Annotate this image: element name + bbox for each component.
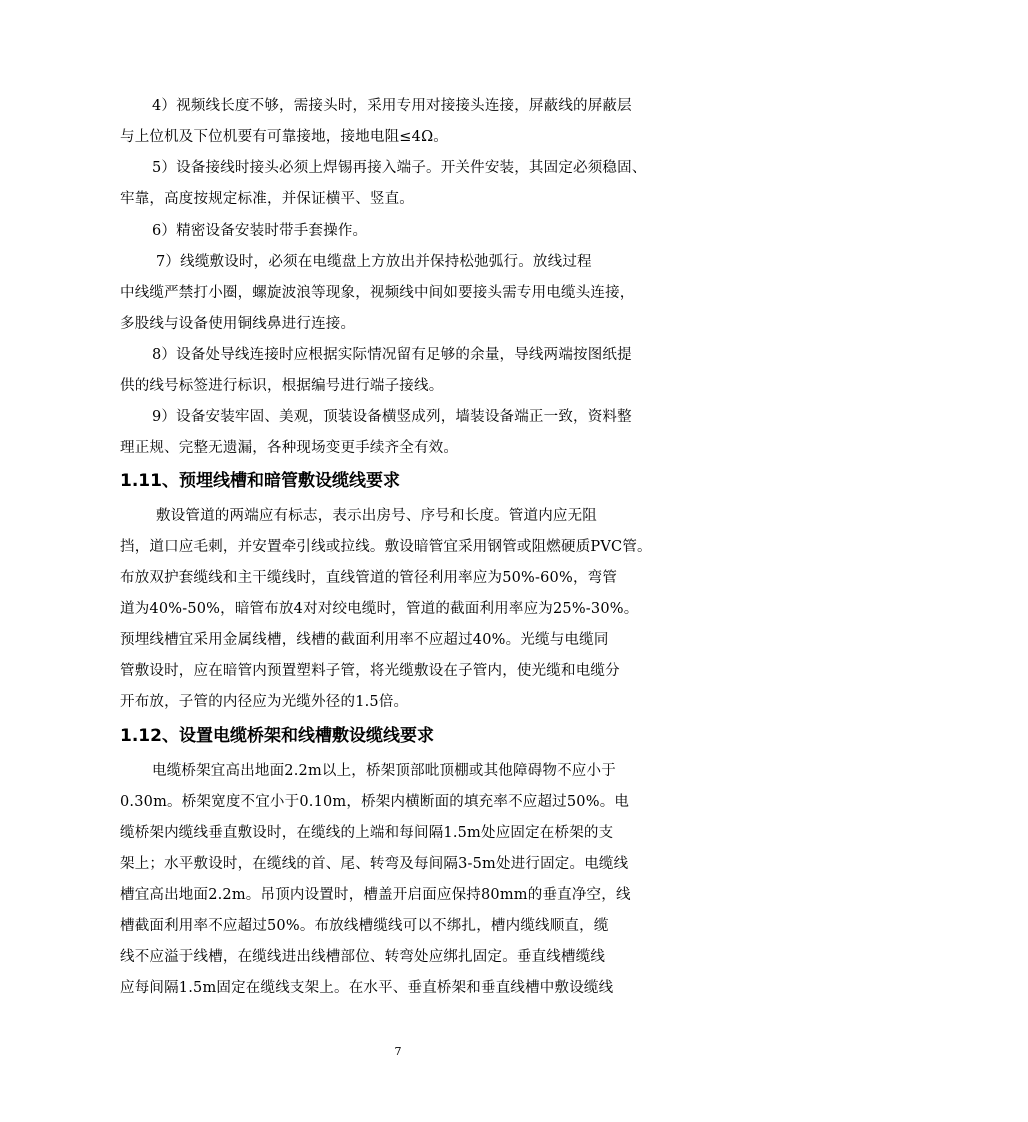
section-1-12-line-5: 槽宜高出地面2.2m。吊顶内设置时，槽盖开启面应保持80mm的垂直净空，线 bbox=[120, 887, 631, 903]
paragraph-7-line-2: 中线缆严禁打小圈，螺旋波浪等现象，视频线中间如要接头需专用电缆头连接， bbox=[120, 285, 635, 301]
section-1-11-heading: 1.11、预埋线槽和暗管敷设缆线要求 bbox=[120, 471, 400, 491]
section-1-12-line-8: 应每间隔1.5m固定在缆线支架上。在水平、垂直桥架和垂直线槽中敷设缆线 bbox=[120, 980, 614, 996]
paragraph-5-line-1: 5）设备接线时接头必须上焊锡再接入端子。开关件安装，其固定必须稳固、 bbox=[152, 160, 647, 176]
section-1-12-line-1: 电缆桥架宜高出地面2.2m以上，桥架顶部吡顶棚或其他障碍物不应小于 bbox=[152, 763, 616, 779]
section-1-11-line-3: 布放双护套缆线和主干缆线时，直线管道的管径利用率应为50%-60%，弯管 bbox=[120, 570, 618, 586]
section-1-11-line-2: 挡，道口应毛刺，并安置牵引线或拉线。敷设暗管宜采用钢管或阻燃硬质PVC管。 bbox=[120, 539, 652, 555]
paragraph-4-line-2: 与上位机及下位机要有可靠接地，接地电阻≤4Ω。 bbox=[120, 129, 448, 145]
section-1-12-line-4: 架上；水平敷设时，在缆线的首、尾、转弯及每间隔3-5m处进行固定。电缆线 bbox=[120, 856, 629, 872]
section-1-12-line-2: 0.30m。桥架宽度不宜小于0.10m，桥架内横断面的填充率不应超过50%。电 bbox=[120, 794, 630, 810]
page-number: 7 bbox=[394, 1045, 402, 1058]
paragraph-4-line-1: 4）视频线长度不够，需接头时，采用专用对接接头连接，屏蔽线的屏蔽层 bbox=[152, 98, 632, 114]
section-1-11-line-1: 敷设管道的两端应有标志，表示出房号、序号和长度。管道内应无阻 bbox=[156, 508, 597, 524]
paragraph-9-line-2: 理正规、完整无遗漏，各种现场变更手续齐全有效。 bbox=[120, 440, 459, 456]
paragraph-5-line-2: 牢靠，高度按规定标准，并保证横平、竖直。 bbox=[120, 191, 414, 207]
section-1-11-line-5: 预埋线槽宜采用金属线槽，线槽的截面利用率不应超过40%。光缆与电缆同 bbox=[120, 632, 609, 648]
section-1-12-line-7: 线不应溢于线槽，在缆线进出线槽部位、转弯处应绑扎固定。垂直线槽缆线 bbox=[120, 949, 606, 965]
section-1-11-line-6: 管敷设时，应在暗管内预置塑料子管，将光缆敷设在子管内，使光缆和电缆分 bbox=[120, 663, 620, 679]
paragraph-8-line-2: 供的线号标签进行标识，根据编号进行端子接线。 bbox=[120, 378, 444, 394]
section-1-12-line-6: 槽截面利用率不应超过50%。布放线槽缆线可以不绑扎，槽内缆线顺直，缆 bbox=[120, 918, 609, 934]
section-1-12-heading: 1.12、设置电缆桥架和线槽敷设缆线要求 bbox=[120, 726, 434, 746]
paragraph-8-line-1: 8）设备处导线连接时应根据实际情况留有足够的余量，导线两端按图纸提 bbox=[152, 347, 632, 363]
paragraph-6-line-1: 6）精密设备安装时带手套操作。 bbox=[152, 223, 368, 239]
paragraph-7-line-1: 7）线缆敷设时，必须在电缆盘上方放出并保持松弛弧行。放线过程 bbox=[156, 254, 592, 270]
section-1-11-line-7: 开布放，子管的内径应为光缆外径的1.5倍。 bbox=[120, 694, 409, 710]
paragraph-7-line-3: 多股线与设备使用铜线鼻进行连接。 bbox=[120, 316, 356, 332]
section-1-12-line-3: 缆桥架内缆线垂直敷设时，在缆线的上端和每间隔1.5m处应固定在桥架的支 bbox=[120, 825, 614, 841]
section-1-11-line-4: 道为40%-50%，暗管布放4对对绞电缆时，管道的截面利用率应为25%-30%。 bbox=[120, 601, 639, 617]
paragraph-9-line-1: 9）设备安装牢固、美观，顶装设备横竖成列，墙装设备端正一致，资料整 bbox=[152, 409, 632, 425]
